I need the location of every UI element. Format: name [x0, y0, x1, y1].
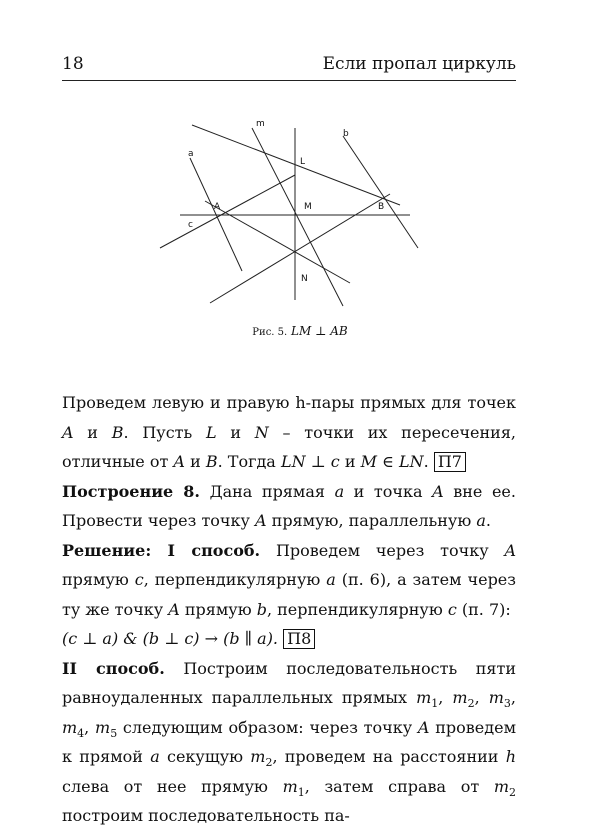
body-text	[62, 388, 516, 831]
line-b-lower	[210, 194, 390, 303]
geometry-figure	[150, 108, 420, 318]
point-label-a: A	[214, 202, 221, 212]
header-rule	[62, 80, 516, 81]
label-p8: П8	[283, 629, 315, 649]
running-header	[62, 54, 516, 82]
paragraph-1: Проведем левую и правую h-пары прямых для точек A и B. Пусть L и N – точки их пересечения, отличные от A и B. Тогда LN ⊥ c и M ∈ LN. П7	[62, 393, 517, 471]
line-label-m: m	[256, 119, 265, 129]
running-title: Если пропал циркуль	[322, 54, 516, 74]
point-label-l: L	[300, 157, 306, 167]
line-label-c: c	[188, 220, 193, 230]
point-label-n: N	[301, 274, 308, 284]
construction-8: Построение 8. Дана прямая a и точка A вне ее. Провести через точку A прямую, параллельную a.	[62, 481, 516, 530]
line-a-lower	[160, 175, 295, 248]
line-label-b: b	[343, 129, 349, 139]
point-label-b: B	[378, 202, 385, 212]
caption-prefix: Рис. 5.	[252, 327, 288, 338]
line-b	[343, 136, 418, 248]
line-a-upper	[192, 125, 400, 205]
page-number: 18	[62, 54, 84, 74]
method2-title: II способ.	[62, 658, 165, 678]
point-label-m: M	[304, 202, 312, 212]
solution-formula: (c ⊥ a) & (b ⊥ c) → (b ∥ a).	[62, 629, 279, 648]
label-p7: П7	[434, 452, 466, 472]
solution-method-1: Решение: I способ. Проведем через точку A прямую c, перпендикулярную a (п. 6), а затем через ту же точку A прямую b, перпендикулярную c (п. 7): (c ⊥ a) & (b ⊥ c) → (b ∥ a). П8	[62, 540, 516, 648]
figure-caption	[0, 324, 600, 338]
solution-method-2: II способ. Построим последовательность пяти равноудаленных параллельных прямых $m_1$, $m_2$, $m_3$, $m_4$, $m_5$ следующим образом: через точку A проведем к прямой a секущую $m_2$, проведем на расстоянии h слева от нее прямую $m_1$, затем справа от $m_2$ построим последовательность па-	[62, 658, 517, 825]
solution-title: Решение: I способ.	[62, 540, 261, 560]
line-m	[252, 128, 343, 306]
caption-formula: LM ⊥ AB	[291, 324, 348, 338]
line-label-a: a	[188, 149, 194, 159]
construction-title: Построение 8.	[62, 481, 200, 501]
line-c	[205, 201, 350, 283]
